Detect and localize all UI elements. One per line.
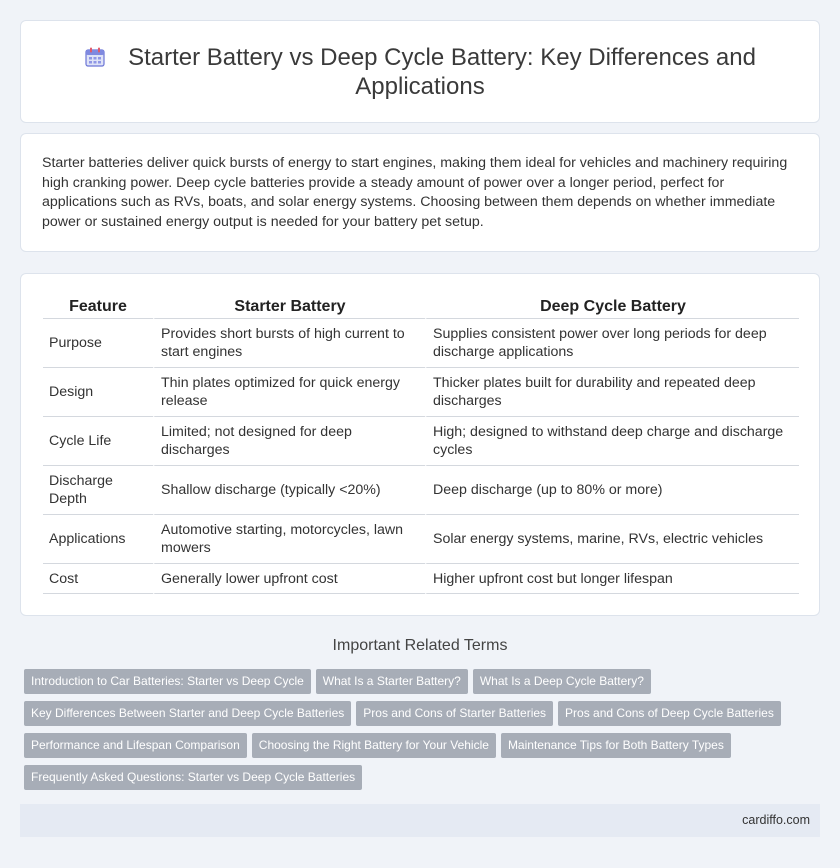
table-row [43, 368, 799, 417]
table-row [43, 319, 799, 368]
table-row [43, 515, 799, 564]
table-row [43, 564, 799, 594]
row-deep-cycle: Solar energy systems, marine, RVs, electric vehicles [425, 515, 799, 564]
related-tag[interactable]: What Is a Starter Battery? [316, 669, 468, 694]
tag-row [24, 733, 736, 758]
row-deep-cycle: Deep discharge (up to 80% or more) [425, 466, 799, 515]
comparison-table [43, 296, 799, 594]
footer-site-link[interactable]: cardiffo.com [742, 813, 810, 827]
table-row [43, 417, 799, 466]
intro-card [20, 133, 820, 252]
row-feature: Cycle Life [43, 417, 153, 466]
table-header-row [43, 296, 799, 319]
related-tag[interactable]: Frequently Asked Questions: Starter vs Deep Cycle Batteries [24, 765, 362, 790]
related-tag[interactable]: Pros and Cons of Starter Batteries [356, 701, 553, 726]
related-terms-heading: Important Related Terms [332, 637, 508, 654]
row-deep-cycle: Higher upfront cost but longer lifespan [425, 564, 799, 594]
header-starter-battery: Starter Battery [153, 296, 425, 319]
header-deep-cycle-battery: Deep Cycle Battery [425, 296, 799, 319]
related-tag[interactable]: Introduction to Car Batteries: Starter vs Deep Cycle [24, 669, 311, 694]
related-tag[interactable]: Pros and Cons of Deep Cycle Batteries [558, 701, 781, 726]
related-tag[interactable]: What Is a Deep Cycle Battery? [473, 669, 651, 694]
page-title: Starter Battery vs Deep Cycle Battery: Key Differences and Applications [128, 44, 756, 100]
tag-row [24, 669, 656, 694]
row-starter: Limited; not designed for deep discharges [153, 417, 425, 466]
row-deep-cycle: Thicker plates built for durability and repeated deep discharges [425, 368, 799, 417]
header-feature: Feature [43, 296, 153, 319]
intro-text: Starter batteries deliver quick bursts of energy to start engines, making them ideal for vehicles and machinery requiring high cranking power. Deep cycle batteries provide a steady amount of power over a longer period, perfect for applications such as RVs, boats, and solar energy systems. Choosing between them depends on whether immediate power or sustained energy output is needed for your battery pet setup. [42, 155, 788, 230]
row-starter: Thin plates optimized for quick energy release [153, 368, 425, 417]
related-tag[interactable]: Choosing the Right Battery for Your Vehicle [252, 733, 496, 758]
row-starter: Generally lower upfront cost [153, 564, 425, 594]
title-card [20, 20, 820, 123]
comparison-card [20, 273, 820, 616]
row-starter: Provides short bursts of high current to start engines [153, 319, 425, 368]
calendar-icon [84, 46, 106, 68]
row-starter: Automotive starting, motorcycles, lawn mowers [153, 515, 425, 564]
footer [20, 804, 820, 837]
related-tag[interactable]: Maintenance Tips for Both Battery Types [501, 733, 731, 758]
row-deep-cycle: High; designed to withstand deep charge and discharge cycles [425, 417, 799, 466]
row-starter: Shallow discharge (typically <20%) [153, 466, 425, 515]
row-deep-cycle: Supplies consistent power over long periods for deep discharge applications [425, 319, 799, 368]
tag-row [24, 701, 786, 726]
row-feature: Purpose [43, 319, 153, 368]
related-tag[interactable]: Key Differences Between Starter and Deep Cycle Batteries [24, 701, 351, 726]
page-title-row [21, 43, 819, 101]
related-tag[interactable]: Performance and Lifespan Comparison [24, 733, 247, 758]
row-feature: Design [43, 368, 153, 417]
tag-row [24, 765, 367, 790]
row-feature: Cost [43, 564, 153, 594]
row-feature: Applications [43, 515, 153, 564]
row-feature: Discharge Depth [43, 466, 153, 515]
table-row [43, 466, 799, 515]
